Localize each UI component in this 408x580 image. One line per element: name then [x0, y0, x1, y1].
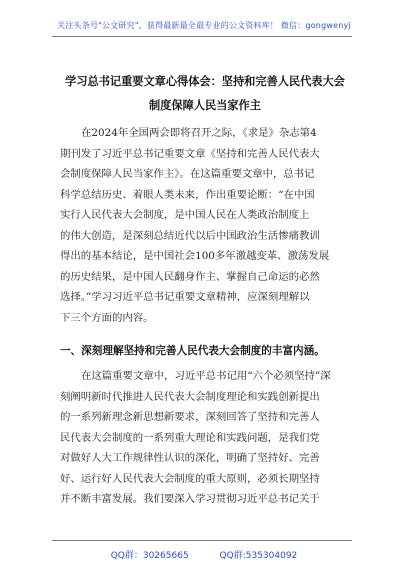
text-line: 民代表大会制度的一系列重大理论和实践问题，是我们党 [60, 431, 320, 444]
footer-divider [52, 540, 352, 541]
text-line: 得出的基本结论，是中国社会100多年激越变革、激荡发展 [60, 250, 330, 262]
paragraph-intro [60, 123, 356, 328]
document-title [50, 70, 360, 118]
text-line: 下三个方面的内容。 [60, 311, 154, 324]
text-line: 期刊发了习近平总书记重要文章《坚持和完善人民代表大 [60, 147, 320, 160]
title-line-1: 学习总书记重要文章心得体会：坚持和完善人民代表大会 [65, 75, 345, 88]
text-line: 的伟大创造，是深刻总结近代以后中国政治生活惨痛教训 [60, 229, 320, 242]
text-line: 在这篇重要文章中，习近平总书记用“六个必须坚持”深 [81, 370, 331, 382]
section-heading-1: 一、深刻理解坚持和完善人民代表大会制度的丰富内涵。 [60, 345, 325, 357]
text-line: 对做好人大工作规律性认识的深化，明确了坚持好、完善 [60, 452, 320, 464]
text-line: 在2024年全国两会即将召开之际，《求是》杂志第4 [81, 127, 317, 139]
header-banner: 关注头条号"公文研究"，获得最新最全最专业的公文资料库！ 微信：gongwenyj [57, 21, 351, 30]
text-line: 好、运行好人民代表大会制度的重大原则，必须长期坚持 [60, 472, 320, 485]
text-line: 选择。”学习习近平总书记重要文章精神，应深刻理解以 [60, 291, 310, 303]
text-line: 会制度保障人民当家作主》。在这篇重要文章中，总书记 [60, 168, 315, 180]
text-line: 科学总结历史、着眼人类未来，作出重要论断：“在中国 [60, 188, 315, 201]
text-line: 的一系列新理念新思想新要求，深刻回答了坚持和完善人 [60, 411, 320, 423]
text-line: 的历史结果，是中国人民翻身作主、掌握自己命运的必然 [60, 270, 320, 283]
footer-qq-group-1: QQ群：30265665 [110, 551, 189, 561]
paragraph-section-1 [60, 366, 356, 510]
title-line-2: 制度保障人民当家作主 [149, 99, 261, 112]
text-line: 并不断丰富发展。我们要深入学习贯彻习近平总书记关于 [60, 493, 320, 505]
footer [0, 548, 408, 561]
footer-qq-group-2: QQ群:535304092 [219, 551, 298, 561]
text-line: 刻阐明新时代推进人民代表大会制度理论和实践创新提出 [60, 390, 320, 403]
header-divider [52, 36, 352, 37]
text-line: 实行人民代表大会制度，是中国人民在人类政治制度上 [60, 209, 310, 221]
